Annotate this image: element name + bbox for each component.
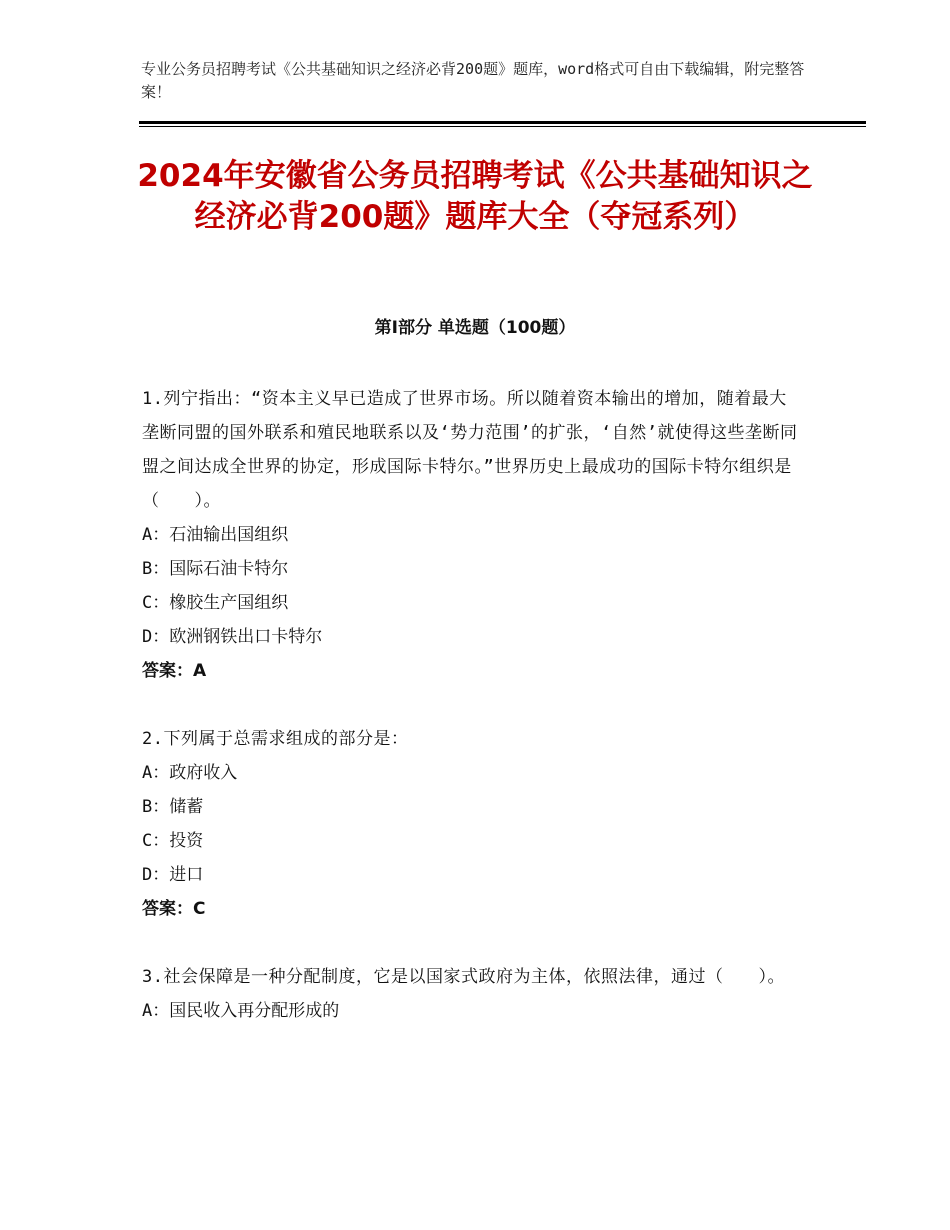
section-title: 第Ⅰ部分 单选题（100题） (374, 318, 576, 338)
answer: 答案：A (142, 661, 207, 681)
question-list (142, 382, 802, 1062)
option-a: A：政府收入 (142, 763, 238, 783)
header-rule-thin (139, 126, 866, 127)
question-stem: 1.列宁指出：“资本主义早已造成了世界市场。所以随着资本输出的增加，随着最大垄断同盟的国外联系和殖民地联系以及‘势力范围’的扩张，‘自然’就使得这些垄断同盟之间达成全世界的协定，形成国际卡特尔。”世界历史上最成功的国际卡特尔组织是（ ）。 (142, 389, 798, 511)
header-rule-thick (139, 121, 866, 124)
option-b: B：储蓄 (142, 797, 204, 817)
option-d: D：欧洲钢铁出口卡特尔 (142, 627, 323, 647)
header-note: 专业公务员招聘考试《公共基础知识之经济必背200题》题库，word格式可自由下载编辑，附完整答案！ (141, 60, 805, 101)
question-3 (142, 960, 802, 1028)
option-a: A：国民收入再分配形成的 (142, 1001, 340, 1021)
question-stem: 2.下列属于总需求组成的部分是： (142, 729, 409, 749)
question-2 (142, 722, 802, 926)
question-stem: 3.社会保障是一种分配制度，它是以国家式政府为主体，依照法律，通过（ ）。 (142, 967, 785, 987)
option-c: C：投资 (142, 831, 204, 851)
answer: 答案：C (142, 899, 206, 919)
option-c: C：橡胶生产国组织 (142, 593, 289, 613)
option-d: D：进口 (142, 865, 204, 885)
question-1 (142, 382, 802, 688)
document-title: 2024年安徽省公务员招聘考试《公共基础知识之经济必背200题》题库大全（夺冠系列） (137, 158, 813, 235)
option-a: A：石油输出国组织 (142, 525, 289, 545)
option-b: B：国际石油卡特尔 (142, 559, 289, 579)
